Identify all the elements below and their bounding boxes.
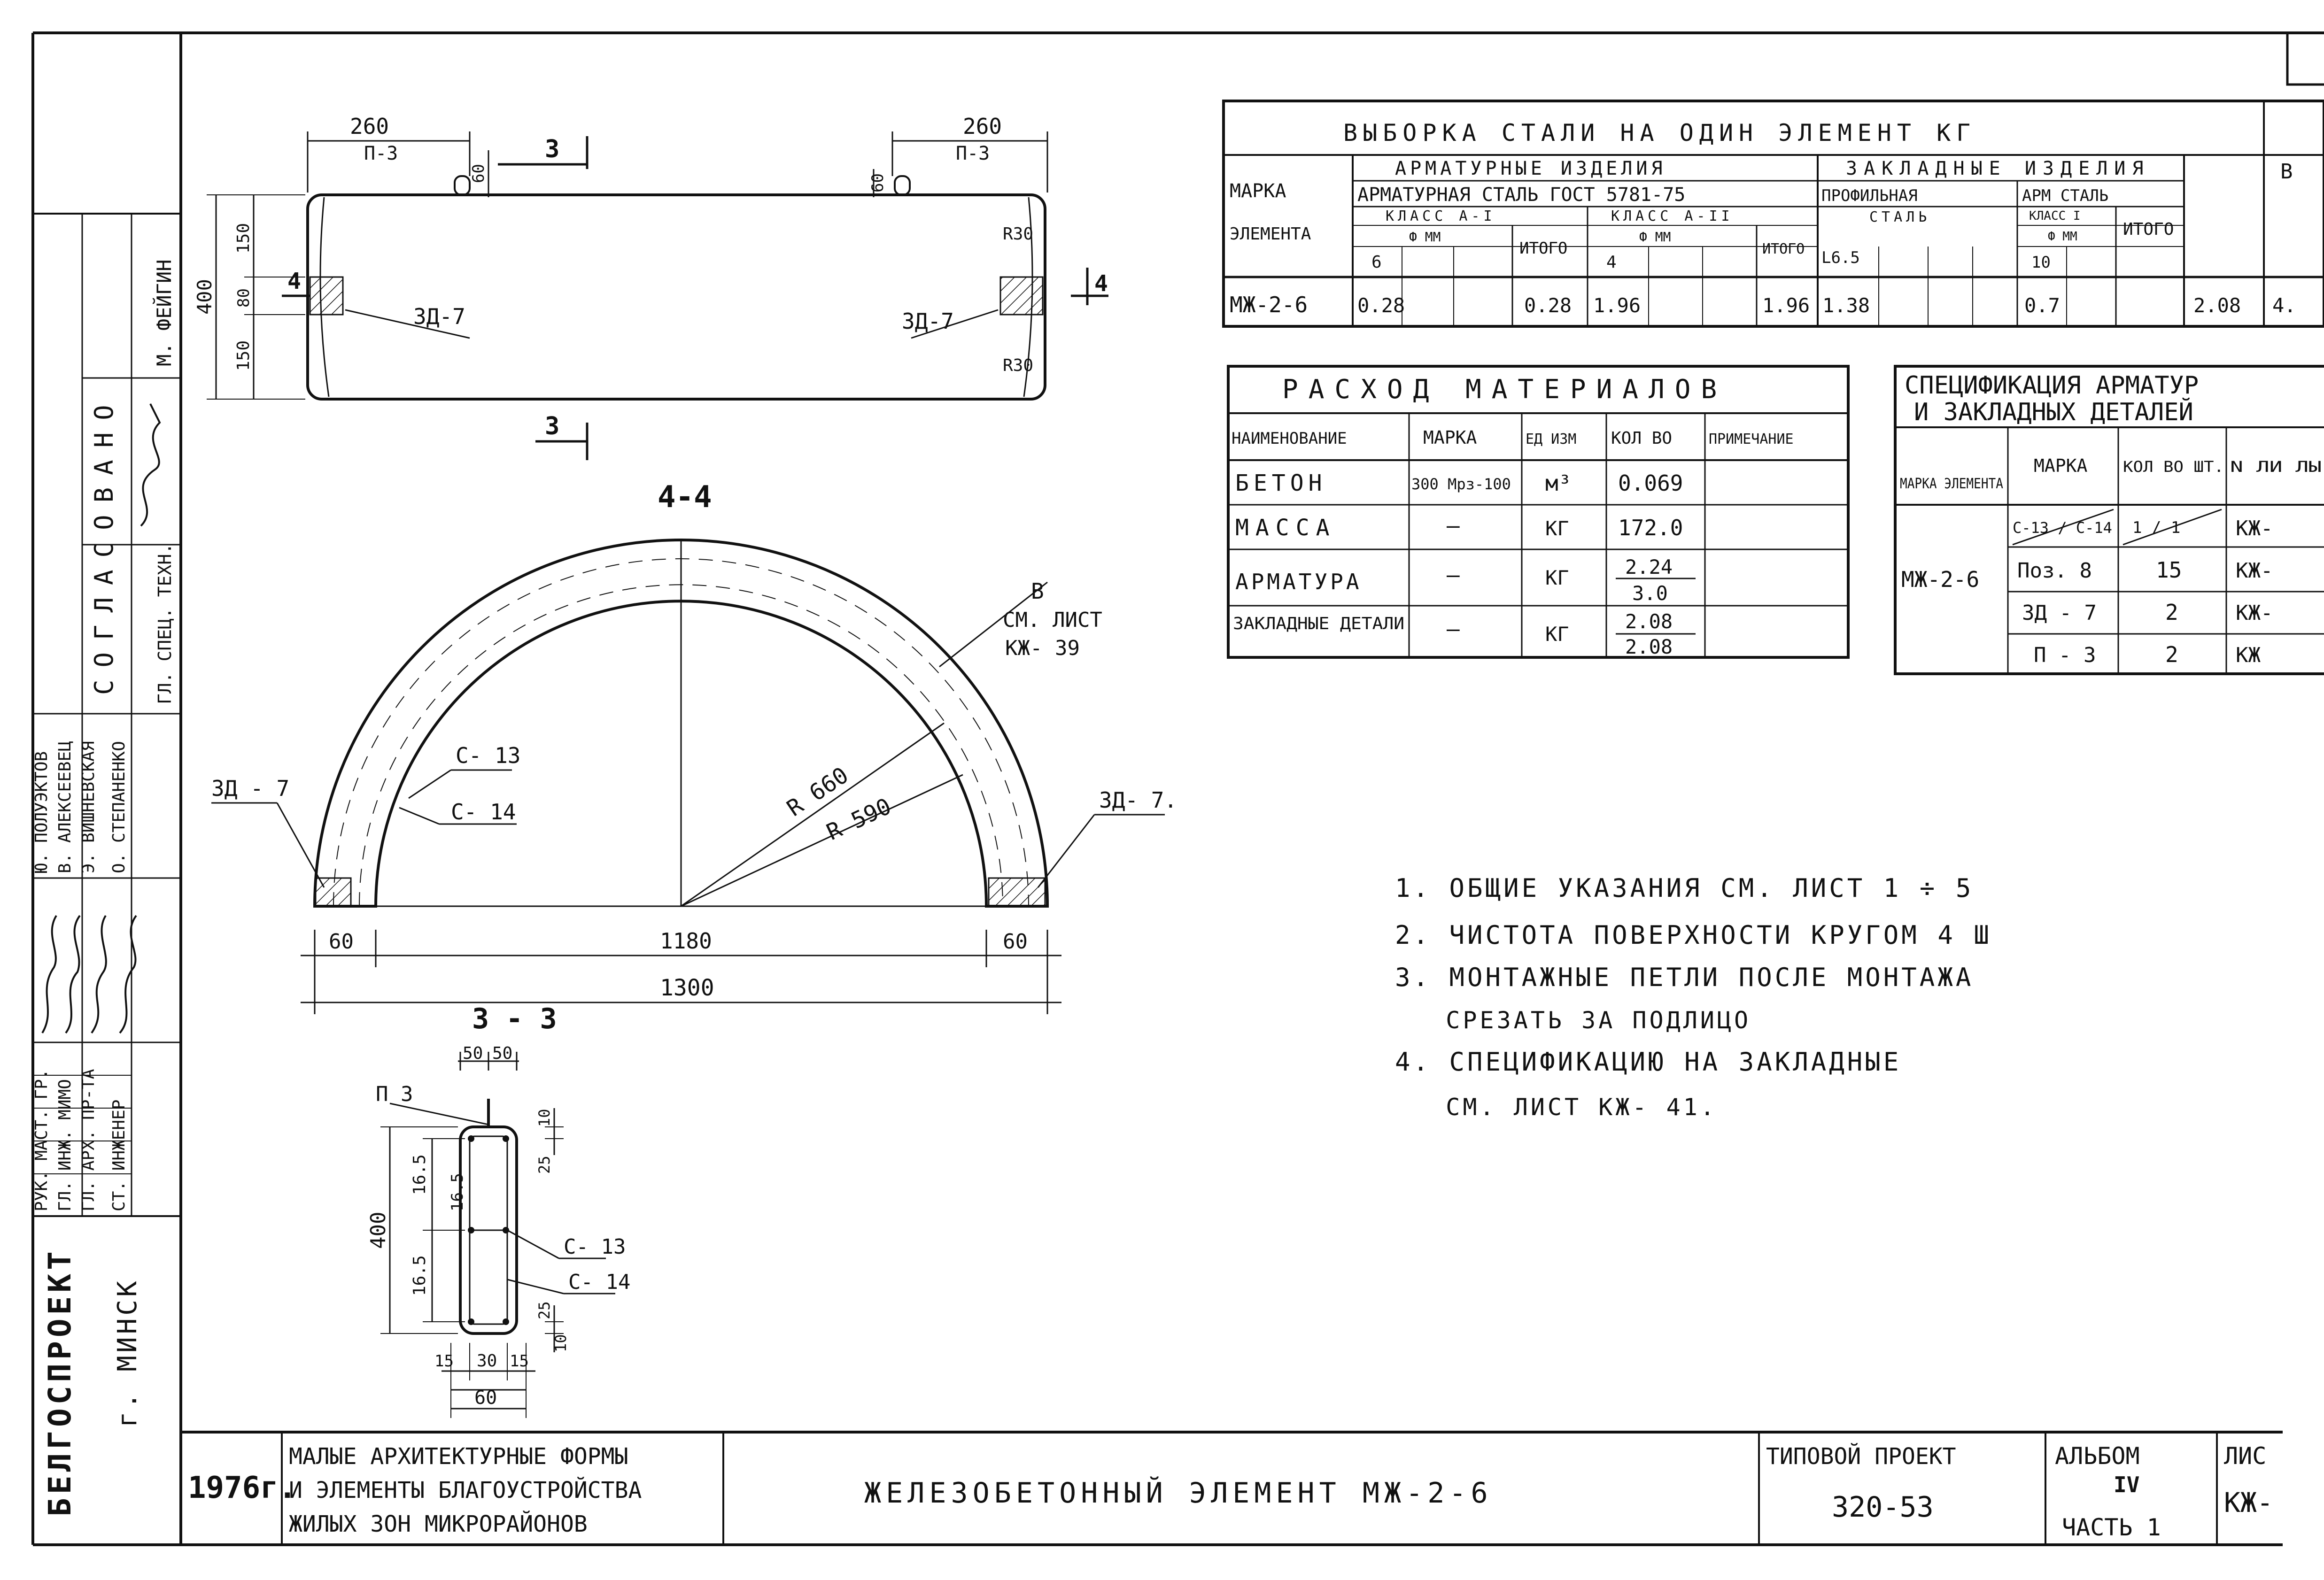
materials-h-name: НАИМЕНОВАНИЕ — [1232, 429, 1347, 448]
steel-h-stal: СТАЛЬ — [1869, 209, 1931, 225]
steel-h-armat-steel: АРМАТУРНАЯ СТАЛЬ ГОСТ 5781-75 — [1357, 184, 1686, 206]
arch-embed-right — [989, 878, 1045, 906]
plan-loop-label-left: П-3 — [364, 143, 398, 164]
steel-h-total-3: ИТОГО — [2123, 220, 2174, 239]
steel-h-phi-1: Ф ММ — [1409, 229, 1441, 245]
steel-row-total: 2.08 — [2193, 294, 2241, 317]
stamp-role-1: РУК. МАСТ. ГР. — [32, 1069, 51, 1211]
note-4b: СМ. ЛИСТ КЖ- 41. — [1395, 1094, 1717, 1121]
plan-dim-260-left: 260 — [350, 114, 389, 139]
spec-h-qty: КОЛ ВО ШТ. — [2123, 458, 2224, 476]
stamp-agree-role: ГЛ. СПЕЦ. ТЕХН. — [155, 543, 175, 704]
project-name-line-3: ЖИЛЫХ ЗОН МИКРОРАЙОНОВ — [289, 1511, 588, 1537]
spec-table — [1895, 366, 2324, 674]
materials-r3-name: АРМАТУРА — [1235, 569, 1362, 594]
steel-h-class-1: КЛАСС I — [2029, 209, 2081, 223]
stamp-role-4: СТ. ИНЖЕНЕР — [109, 1099, 129, 1211]
notes — [1395, 873, 1992, 1121]
plan-embed-right — [1000, 277, 1043, 315]
materials-r3-unit: КГ — [1545, 566, 1569, 589]
steel-h-mark-1: МАРКА — [1230, 180, 1286, 202]
section-bar-1 — [468, 1135, 474, 1142]
steel-h-class-a2: КЛАСС А-II — [1611, 208, 1734, 224]
plan-dim-150-bot: 150 — [234, 340, 253, 371]
materials-r4-qty: 2.08 — [1625, 610, 1673, 633]
section-bar-5 — [468, 1318, 474, 1325]
section-d25-bot: 25 — [535, 1301, 553, 1319]
steel-h-l65: L6.5 — [1821, 248, 1860, 267]
materials-title: РАСХОД МАТЕРИАЛОВ — [1282, 374, 1728, 405]
plan-embed-left — [310, 277, 343, 315]
steel-h-phi-3: Ф ММ — [2048, 230, 2077, 244]
section-view — [366, 1002, 630, 1418]
section-title: 3 - 3 — [472, 1002, 557, 1035]
stamp-signature-4 — [120, 916, 136, 1033]
spec-h-sheet: N ЛИ ЛЫ — [2230, 458, 2322, 476]
materials-r1-qty: 0.069 — [1618, 470, 1683, 496]
arch-dim-60-left: 60 — [329, 930, 354, 954]
steel-h-prof: ПРОФИЛЬНАЯ — [1821, 186, 1918, 205]
spec-h-marka: МАРКА — [2034, 455, 2088, 476]
note-3a: 3. МОНТАЖНЫЕ ПЕТЛИ ПОСЛЕ МОНТАЖА — [1395, 963, 1974, 992]
section-bar-2 — [503, 1135, 509, 1142]
arch-r590: R 590 — [822, 793, 896, 846]
materials-r1-mark: 300 Мрз-100 — [1411, 475, 1511, 493]
spec-r1-mark: С-13 / С-14 — [2013, 519, 2112, 537]
section-d165c: 16.5 — [410, 1255, 429, 1296]
steel-h-zakl: ЗАКЛАДНЫЕ ИЗДЕЛИЯ — [1846, 158, 2150, 179]
album-part: ЧАСТЬ 1 — [2062, 1514, 2161, 1541]
plan-dim-80: 80 — [234, 288, 253, 308]
plan-loop-right — [895, 176, 910, 195]
steel-h-total-2: ИТОГО — [1762, 241, 1805, 257]
materials-r3-qty: 2.24 — [1625, 555, 1673, 578]
spec-title-1: СПЕЦИФИКАЦИЯ АРМАТУР — [1905, 371, 2199, 400]
steel-h-cut: В — [2280, 160, 2293, 184]
section-p3: П 3 — [376, 1082, 413, 1106]
section-d60: 60 — [474, 1387, 497, 1409]
plan-dim-60-right: 60 — [868, 173, 887, 193]
stamp-name-3: Э. ВИШНЕВСКАЯ — [79, 741, 98, 873]
plan-section-3-bottom: 3 — [545, 412, 560, 440]
plan-section-3-top: 3 — [545, 135, 560, 163]
sheet-value: КЖ- — [2224, 1487, 2273, 1518]
stamp-name-2: В. АЛЕКСЕЕВЕЦ — [55, 741, 75, 873]
arch-ref-sheet-2: КЖ- 39 — [1005, 636, 1080, 660]
section-bar-3 — [468, 1227, 474, 1233]
stamp-agreed: СОГЛАСОВАНО — [89, 393, 119, 695]
materials-r4-qty2: 2.08 — [1625, 635, 1673, 658]
arch-embed-label-left: ЗД - 7 — [211, 776, 290, 801]
materials-r2-mark: — — [1447, 513, 1460, 538]
arch-c14: С- 14 — [451, 799, 516, 825]
plan-dim-150-top: 150 — [234, 223, 253, 254]
arch-r660: R 660 — [782, 762, 853, 822]
stamp-role-2: ГЛ. ИНЖ. МИМО — [55, 1079, 75, 1211]
steel-row-prof: 1.38 — [1822, 294, 1870, 317]
materials-h-unit: ЕД ИЗМ — [1526, 431, 1577, 447]
materials-r2-name: МАССА — [1235, 515, 1336, 541]
materials-r4-name: ЗАКЛАДНЫЕ ДЕТАЛИ — [1233, 614, 1404, 633]
steel-h-d6: 6 — [1371, 253, 1382, 272]
materials-h-qty: КОЛ ВО — [1611, 429, 1673, 448]
spec-r4-sheet: КЖ — [2236, 643, 2261, 667]
steel-row-arm10: 0.7 — [2024, 294, 2060, 317]
steel-h-d10: 10 — [2031, 253, 2051, 272]
section-d165a: 16.5 — [410, 1154, 429, 1195]
spec-h-mark: МАРКА ЭЛЕМЕНТА — [1900, 476, 2003, 492]
note-3b: СРЕЗАТЬ ЗА ПОДЛИЦО — [1395, 1007, 1751, 1034]
plan-loop-left — [455, 176, 470, 195]
sheet-title: ЖЕЛЕЗОБЕТОННЫЙ ЭЛЕМЕНТ МЖ-2-6 — [864, 1477, 1493, 1510]
project-name-line-2: И ЭЛЕМЕНТЫ БЛАГОУСТРОЙСТВА — [289, 1477, 642, 1503]
spec-r3-mark: ЗД - 7 — [2022, 601, 2097, 625]
plan-embed-label-right: ЗД-7 — [902, 308, 954, 334]
steel-row-a1-6: 0.28 — [1357, 294, 1405, 317]
plan-outline — [308, 195, 1045, 399]
note-4a: 4. СПЕЦИФИКАЦИЮ НА ЗАКЛАДНЫЕ — [1395, 1047, 1902, 1077]
arch-dim-1180: 1180 — [660, 928, 712, 954]
arch-view — [211, 480, 1177, 1014]
spec-title-2: И ЗАКЛАДНЫХ ДЕТАЛЕЙ — [1914, 398, 2193, 426]
steel-h-armat: АРМАТУРНЫЕ ИЗДЕЛИЯ — [1395, 158, 1666, 179]
section-d25-top: 25 — [535, 1156, 553, 1174]
note-2: 2. ЧИСТОТА ПОВЕРХНОСТИ КРУГОМ 4 Ш — [1395, 920, 1992, 950]
section-d50a: 50 — [463, 1044, 483, 1063]
plan-view — [193, 114, 1108, 460]
steel-h-d4: 4 — [1606, 253, 1617, 272]
sheet-label: ЛИС — [2224, 1442, 2267, 1470]
steel-row-cut: 4. — [2272, 294, 2296, 317]
steel-table — [1224, 101, 2324, 326]
steel-row-mark: МЖ-2-6 — [1230, 292, 1308, 317]
section-c14: С- 14 — [568, 1270, 631, 1294]
stamp-name-4: О. СТЕПАНЕНКО — [109, 741, 129, 873]
section-d50b: 50 — [492, 1044, 513, 1063]
section-d10-bot: 10 — [552, 1334, 570, 1352]
steel-row-a1-total: 0.28 — [1524, 294, 1572, 317]
spec-r4-qty: 2 — [2165, 642, 2178, 667]
arch-dim-60-right: 60 — [1003, 930, 1028, 954]
materials-r3-mark: — — [1447, 562, 1460, 587]
section-d15-left: 15 — [434, 1352, 454, 1371]
type-project-value: 320-53 — [1832, 1491, 1934, 1524]
left-stamp — [32, 214, 181, 1517]
album-label: АЛЬБОМ — [2055, 1442, 2140, 1470]
plan-dim-260-right: 260 — [963, 114, 1002, 139]
steel-h-arm-stal: АРМ СТАЛЬ — [2022, 186, 2109, 205]
steel-h-mark-2: ЭЛЕМЕНТА — [1230, 224, 1311, 244]
materials-r1-name: БЕТОН — [1235, 470, 1327, 496]
arch-embed-label-right: ЗД- 7. — [1099, 787, 1177, 813]
section-d400: 400 — [366, 1211, 390, 1249]
steel-h-class-a1: КЛАСС А-I — [1386, 208, 1496, 224]
stamp-city: г. МИНСК — [112, 1278, 143, 1427]
stamp-signature-3 — [92, 916, 106, 1033]
steel-h-total-1: ИТОГО — [1519, 239, 1568, 258]
stamp-role-3: ГЛ. АРХ. ПР-ТА — [79, 1069, 98, 1211]
arch-ref-sheet-1: СМ. ЛИСТ — [1003, 608, 1102, 632]
plan-section-4-left: 4 — [287, 268, 301, 294]
materials-table — [1228, 366, 1848, 658]
stamp-agree-name: М. ФЕЙГИН — [153, 259, 176, 366]
spec-r2-sheet: КЖ- — [2236, 559, 2273, 583]
steel-table-title: ВЫБОРКА СТАЛИ НА ОДИН ЭЛЕМЕНТ КГ — [1343, 119, 1976, 146]
title-block — [181, 1432, 2283, 1545]
stamp-org: БЕЛГОСПРОЕКТ — [42, 1248, 78, 1517]
section-c13: С- 13 — [564, 1235, 626, 1259]
spec-r1-sheet: КЖ- — [2236, 516, 2273, 540]
plan-embed-label-left: ЗД-7 — [413, 304, 465, 329]
materials-r4-mark: — — [1447, 616, 1460, 641]
album-value: IV — [2114, 1472, 2140, 1497]
section-d15-right: 15 — [510, 1352, 529, 1371]
year: 1976г. — [188, 1471, 297, 1505]
spec-r4-mark: П - 3 — [2034, 643, 2096, 667]
spec-r2-qty: 15 — [2156, 557, 2182, 583]
arch-ref-v: В — [1031, 578, 1044, 604]
plan-r30-top: R30 — [1003, 224, 1034, 244]
arch-c13: С- 13 — [456, 743, 521, 768]
plan-dim-60-left: 60 — [469, 164, 488, 183]
stamp-agree-signature — [141, 404, 160, 526]
spec-r1-qty: 1 / 1 — [2132, 518, 2181, 537]
section-d30: 30 — [477, 1351, 497, 1371]
stamp-signature-1 — [42, 916, 56, 1033]
materials-r2-unit: КГ — [1545, 517, 1569, 540]
steel-row-a2-4: 1.96 — [1593, 294, 1641, 317]
materials-r2-qty: 172.0 — [1618, 515, 1683, 540]
materials-h-mark: МАРКА — [1423, 427, 1477, 448]
project-name-line-1: МАЛЫЕ АРХИТЕКТУРНЫЕ ФОРМЫ — [289, 1443, 628, 1470]
note-1: 1. ОБЩИЕ УКАЗАНИЯ СМ. ЛИСТ 1 ÷ 5 — [1395, 873, 1974, 903]
materials-r4-unit: КГ — [1545, 623, 1569, 646]
spec-r3-sheet: КЖ- — [2236, 601, 2273, 625]
stamp-signature-2 — [66, 916, 80, 1033]
section-bar-6 — [503, 1318, 509, 1325]
materials-r3-qty2: 3.0 — [1632, 582, 1668, 605]
spec-r2-mark: Поз. 8 — [2017, 559, 2092, 583]
steel-row-a2-total: 1.96 — [1762, 294, 1810, 317]
materials-h-note: ПРИМЕЧАНИЕ — [1709, 431, 1794, 447]
spec-r3-qty: 2 — [2165, 600, 2178, 625]
steel-h-phi-2: Ф ММ — [1639, 229, 1671, 245]
materials-r1-unit: м³ — [1545, 470, 1572, 496]
plan-section-4-right: 4 — [1094, 270, 1108, 297]
stamp-name-1: Ю. ПОЛУЭКТОВ — [32, 751, 51, 873]
spec-element: МЖ-2-6 — [1901, 567, 1980, 592]
type-project-label: ТИПОВОЙ ПРОЕКТ — [1766, 1443, 1956, 1470]
plan-r30-bot: R30 — [1003, 356, 1034, 375]
arch-dim-1300: 1300 — [660, 975, 714, 1001]
arch-title: 4-4 — [658, 480, 712, 515]
section-d165b: 16.5 — [448, 1173, 467, 1211]
plan-dim-400: 400 — [193, 279, 216, 315]
section-d10-top: 10 — [535, 1109, 553, 1127]
plan-loop-label-right: П-3 — [956, 143, 990, 164]
